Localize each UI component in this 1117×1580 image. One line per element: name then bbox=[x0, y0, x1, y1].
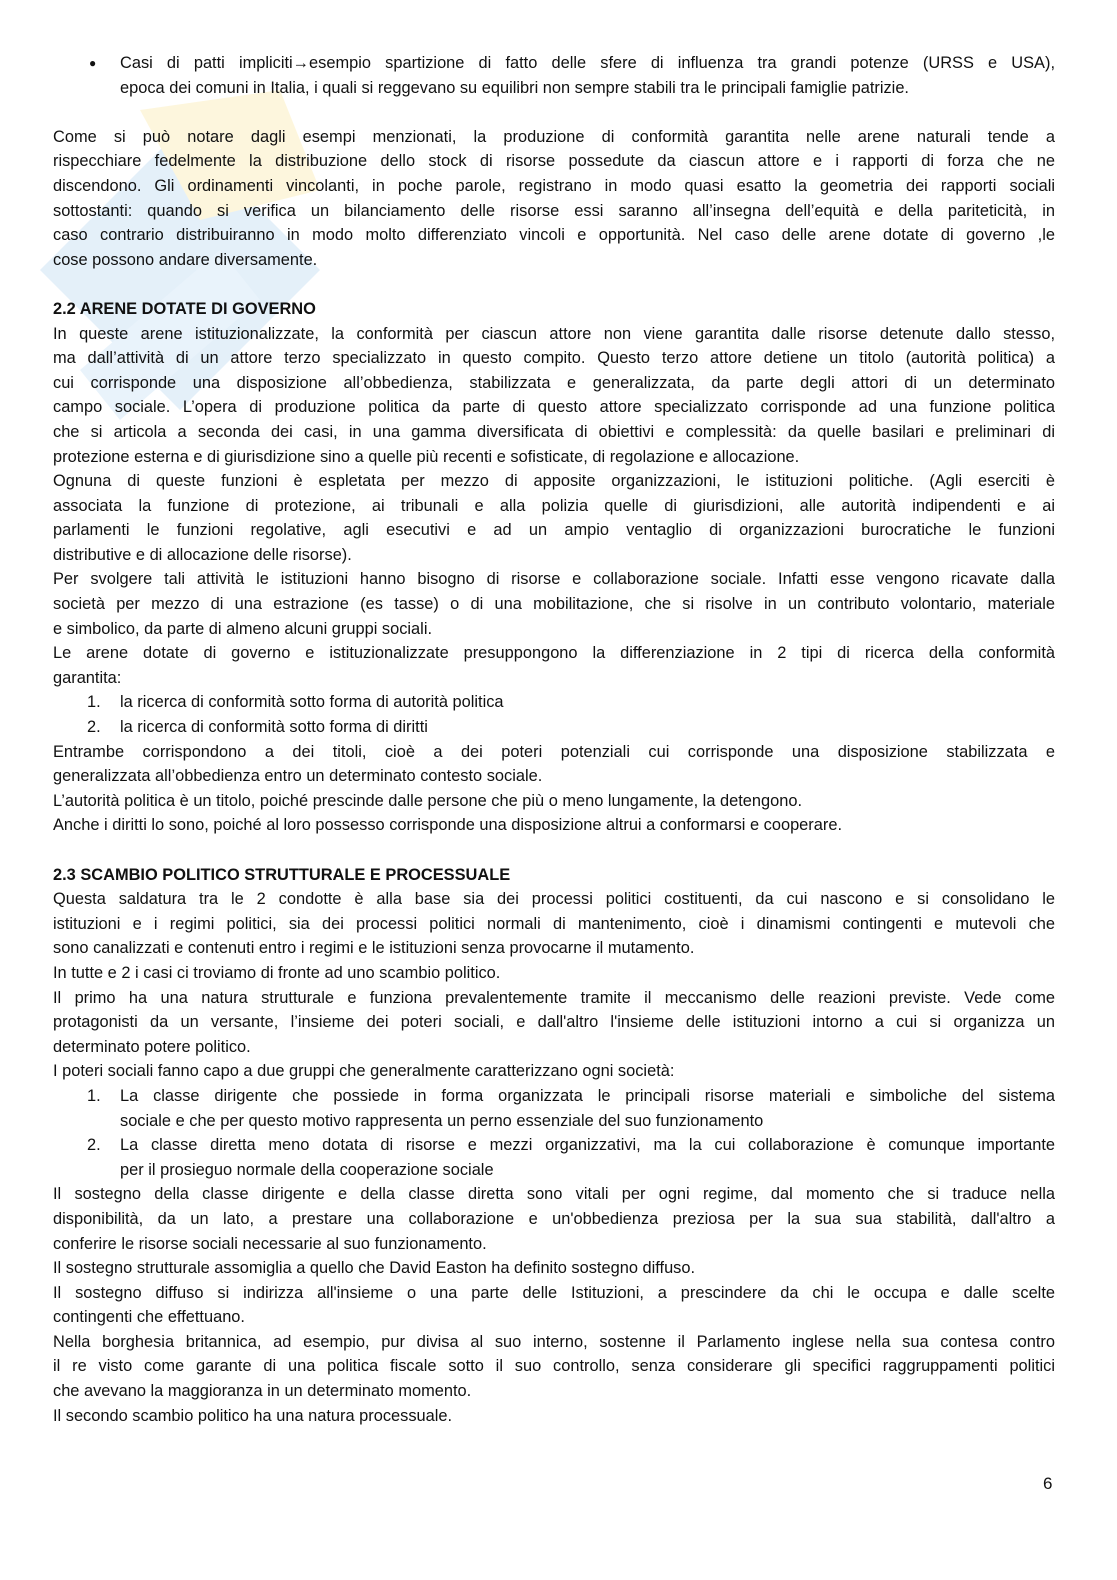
paragraph-line: Il primo ha una natura strutturale e funziona prevalentemente tramite il meccanismo delle reazioni previste. Vede come bbox=[53, 988, 1055, 1007]
list-item bbox=[53, 1133, 1055, 1182]
paragraph bbox=[53, 1059, 1055, 1084]
numbered-list bbox=[53, 1084, 1055, 1182]
paragraph bbox=[53, 813, 1055, 838]
paragraph bbox=[53, 1256, 1055, 1281]
list-item-line: sociale e che per questo motivo rappresenta un perno essenziale del suo funzionamento bbox=[120, 1111, 764, 1130]
paragraph-line: protezione esterna e di giurisdizione sino a quelle più recenti e sofisticate, di regolazione e allocazione. bbox=[53, 447, 800, 466]
paragraph-line: determinato potere politico. bbox=[53, 1037, 251, 1056]
paragraph-line: campo sociale. L’opera di produzione politica da parte di questo attore specializzato corrisponde ad una funzione politica bbox=[53, 398, 1055, 417]
paragraph-line: distributive e di allocazione delle risorse). bbox=[53, 545, 352, 564]
list-item-line: La classe dirigente che possiede in forma organizzata le principali risorse materiali e simboliche del sistema bbox=[120, 1086, 1055, 1105]
paragraph-line: Le arene dotate di governo e istituzionalizzate presuppongono la differenziazione in 2 tipi di ricerca della conformità bbox=[53, 644, 1055, 663]
paragraph-line: In queste arene istituzionalizzate, la conformità per ciascun attore non viene garantita dalle risorse detenute dallo stesso, bbox=[53, 324, 1055, 343]
bullet-item bbox=[53, 51, 1055, 100]
numbered-list bbox=[53, 690, 1055, 739]
paragraph bbox=[53, 986, 1055, 1060]
paragraph bbox=[53, 469, 1055, 567]
paragraph bbox=[53, 641, 1055, 690]
bullet-icon: ● bbox=[89, 56, 97, 70]
paragraph-line: e simbolico, da parte di almeno alcuni gruppi sociali. bbox=[53, 619, 433, 638]
spacer bbox=[53, 272, 1055, 297]
paragraph-line: Questa saldatura tra le 2 condotte è alla base sia dei processi politici costituenti, da cui nascono e si consolidano le bbox=[53, 890, 1055, 909]
paragraph-line: che si articola a seconda dei casi, in una gamma diversificata di obiettivi e complessità: da quelle basilari e preliminari di bbox=[53, 422, 1055, 441]
list-item bbox=[53, 715, 1055, 740]
paragraph-line: Il secondo scambio politico ha una natura processuale. bbox=[53, 1406, 453, 1425]
paragraph bbox=[53, 1281, 1055, 1330]
page-number: 6 bbox=[1043, 1474, 1053, 1493]
paragraph-line: discendono. Gli ordinamenti vincolanti, in poche parole, registrano in modo quasi esatto la geometria dei rapporti sociali bbox=[53, 176, 1055, 195]
paragraph-line: contingenti che effettuano. bbox=[53, 1308, 245, 1327]
paragraph-line: istituzioni e i regimi politici, sia dei processi politici normali di mantenimento, cioè i dinamismi contingenti e mutevoli che bbox=[53, 914, 1055, 933]
list-item-line: la ricerca di conformità sotto forma di diritti bbox=[120, 718, 428, 737]
list-item bbox=[53, 690, 1055, 715]
paragraph bbox=[53, 740, 1055, 789]
spacer bbox=[53, 838, 1055, 863]
paragraph-line: cui corrisponde una disposizione all’obbedienza, stabilizzata e generalizzata, da parte degli attori di un determinato bbox=[53, 373, 1055, 392]
paragraph-line: Il sostegno diffuso si indirizza all'insieme o una parte delle Istituzioni, a prescindere da chi le occupa e dalle scelte bbox=[53, 1283, 1055, 1302]
paragraph bbox=[53, 1404, 1055, 1429]
list-number: 2. bbox=[87, 1136, 101, 1155]
paragraph-line: ma dall’attività di un attore terzo specializzato in questo compito. Questo terzo attore detiene un titolo (autorità politica) a bbox=[53, 349, 1055, 368]
list-item-line: la ricerca di conformità sotto forma di autorità politica bbox=[120, 693, 504, 712]
paragraph bbox=[53, 789, 1055, 814]
paragraph-line: Come si può notare dagli esempi menzionati, la produzione di conformità garantita nelle arene naturali tende a bbox=[53, 127, 1055, 146]
list-item-line: per il prosieguo normale della cooperazione sociale bbox=[120, 1160, 494, 1179]
paragraph bbox=[53, 1182, 1055, 1256]
bullet-line: epoca dei comuni in Italia, i quali si reggevano su equilibri non sempre stabili tra le principali famiglie patrizie. bbox=[120, 78, 909, 97]
paragraph-line: associata la funzione di protezione, ai tribunali e alla polizia quelle di giurisdizioni, alle autorità indipendenti e ai bbox=[53, 496, 1055, 515]
paragraph bbox=[53, 887, 1055, 961]
paragraph-line: parlamenti le funzioni regolative, agli esecutivi e ad un ampio ventaglio di organizzazioni burocratiche le funzioni bbox=[53, 521, 1055, 540]
list-number: 1. bbox=[87, 693, 101, 712]
paragraph-line: Entrambe corrispondono a dei titoli, cioè a dei poteri potenziali cui corrisponde una disposizione stabilizzata e bbox=[53, 742, 1055, 761]
paragraph bbox=[53, 125, 1055, 273]
paragraph bbox=[53, 567, 1055, 641]
spacer bbox=[53, 100, 1055, 125]
paragraph bbox=[53, 961, 1055, 986]
document-body bbox=[53, 51, 1055, 1428]
paragraph-line: generalizzata all’obbedienza entro un determinato contesto sociale. bbox=[53, 767, 543, 786]
paragraph-line: cose possono andare diversamente. bbox=[53, 250, 318, 269]
paragraph-line: Anche i diritti lo sono, poiché al loro possesso corrisponde una disposizione altrui a conformarsi e cooperare. bbox=[53, 816, 842, 835]
paragraph-line: protagonisti da un versante, l’insieme dei poteri sociali, e dall'altro l'insieme delle istituzioni intorno a cui si organizza un bbox=[53, 1013, 1055, 1032]
paragraph-line: garantita: bbox=[53, 668, 122, 687]
paragraph-line: sono canalizzati e contenuti entro i regimi e le istituzioni senza provocarne il mutamento. bbox=[53, 939, 695, 958]
paragraph-line: rispecchiare fedelmente la distribuzione dello stock di risorse possedute da ciascun attore e i rapporti di forza che ne bbox=[53, 152, 1055, 171]
bullet-line: Casi di patti impliciti→esempio spartizione di fatto delle sfere di influenza tra grandi potenze (URSS e USA), bbox=[120, 54, 1055, 72]
paragraph-line: caso contrario distribuiranno in modo molto differenziato vincoli e opportunità. Nel caso delle arene dotate di governo ,le bbox=[53, 226, 1055, 245]
paragraph-line: Il sostegno strutturale assomiglia a quello che David Easton ha definito sostegno diffuso. bbox=[53, 1259, 696, 1278]
paragraph-line: Ognuna di queste funzioni è espletata per mezzo di apposite organizzazioni, le istituzioni politiche. (Agli eserciti è bbox=[53, 472, 1055, 491]
paragraph-line: L’autorità politica è un titolo, poiché prescinde dalle persone che più o meno lungamente, la detengono. bbox=[53, 791, 803, 810]
paragraph-line: il re visto come garante di una politica fiscale sotto il suo controllo, senza considerare gli specifici raggruppamenti politici bbox=[53, 1357, 1055, 1376]
list-item bbox=[53, 1084, 1055, 1133]
paragraph-line: In tutte e 2 i casi ci troviamo di fronte ad uno scambio politico. bbox=[53, 963, 501, 982]
paragraph-line: società per mezzo di una estrazione (es tasse) o di una mobilitazione, che si risolve in un contributo volontario, materiale bbox=[53, 595, 1055, 614]
paragraph-line: I poteri sociali fanno capo a due gruppi che generalmente caratterizzano ogni società: bbox=[53, 1062, 675, 1081]
list-number: 1. bbox=[87, 1086, 101, 1105]
section-heading: 2.2 ARENE DOTATE DI GOVERNO bbox=[53, 299, 316, 318]
paragraph-line: Nella borghesia britannica, ad esempio, pur divisa al suo interno, sostenne il Parlamento inglese nella sua contesa contro bbox=[53, 1332, 1055, 1351]
paragraph-line: Per svolgere tali attività le istituzioni hanno bisogno di risorse e collaborazione sociale. Infatti esse vengono ricavate dalla bbox=[53, 570, 1055, 589]
paragraph-line: conferire le risorse sociali necessarie al suo funzionamento. bbox=[53, 1234, 487, 1253]
paragraph bbox=[53, 1330, 1055, 1404]
paragraph-line: che avevano la maggioranza in un determinato momento. bbox=[53, 1382, 472, 1401]
paragraph-line: disponibilità, da un lato, a prestare una collaborazione e un'obbedienza preziosa per la sua sua stabilità, dall'altro a bbox=[53, 1209, 1055, 1228]
list-number: 2. bbox=[87, 718, 101, 737]
list-item-line: La classe diretta meno dotata di risorse e mezzi organizzativi, ma la cui collaborazione è comunque importante bbox=[120, 1136, 1055, 1155]
paragraph bbox=[53, 322, 1055, 470]
paragraph-line: sottostanti: quando si verifica un bilanciamento delle risorse essi saranno all’insegna dell’equità e della pariteticità, in bbox=[53, 201, 1055, 220]
paragraph-line: Il sostegno della classe dirigente e della classe diretta sono vitali per ogni regime, dal momento che si traduce nella bbox=[53, 1185, 1055, 1204]
section-heading: 2.3 SCAMBIO POLITICO STRUTTURALE E PROCESSUALE bbox=[53, 865, 511, 884]
